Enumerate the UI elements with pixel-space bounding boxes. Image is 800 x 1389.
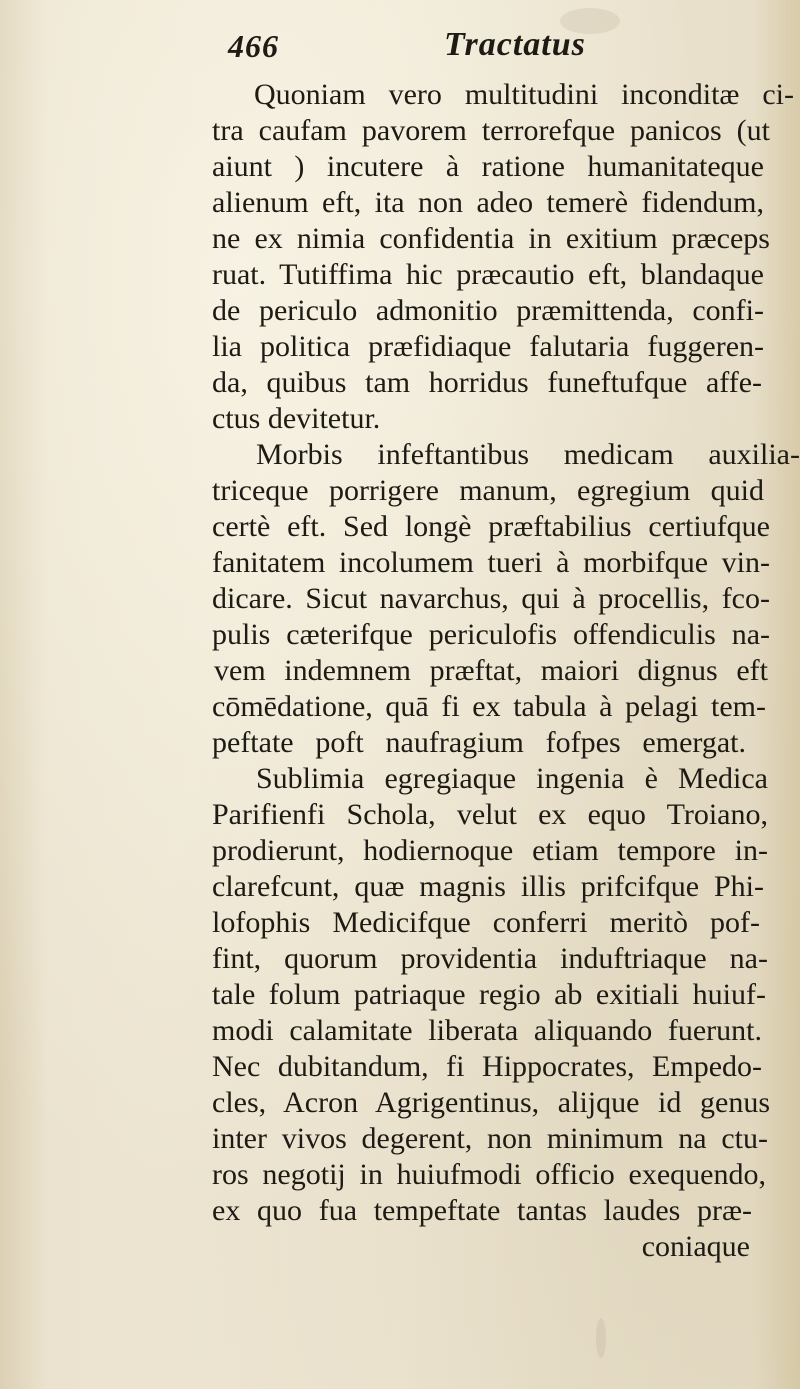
body-text [212,78,800,1278]
text-line: ex quo fua tempeftate tantas laudes præ- [212,1194,752,1227]
text-line: inter vivos degerent, non minimum na ctu- [212,1122,768,1155]
text-line: fint, quorum providentia induftriaque na- [212,942,768,975]
text-line: de periculo admonitio præmittenda, confi- [212,294,764,327]
text-line: clarefcunt, quæ magnis illis prifcifque Phi- [212,870,764,903]
text-line: lofophis Medicifque conferri meritò pof- [212,906,760,939]
text-line: ctus devitetur. [212,402,381,435]
text-line: triceque porrigere manum, egregium quid [212,474,764,507]
text-line: prodierunt, hodiernoque etiam tempore in- [212,834,768,867]
paper-stain [596,1318,606,1358]
text-line: Quoniam vero multitudini inconditæ ci- [254,78,794,111]
text-line: Nec dubitandum, fi Hippocrates, Empedo- [212,1050,762,1083]
text-line: ruat. Tutiffima hic præcautio eft, blandaque [212,258,764,291]
text-line: Sublimia egregiaque ingenia è Medica [256,762,768,795]
text-line: aiunt ) incutere à ratione humanitateque [212,150,764,183]
text-line: certè eft. Sed longè præftabilius certiufque [212,510,770,543]
text-line: ne ex nimia confidentia in exitium præceps [212,222,770,255]
text-line: dicare. Sicut navarchus, qui à procellis, fco- [212,582,770,615]
text-line: ros negotij in huiufmodi officio exequendo, [212,1158,766,1191]
text-line: Parifienfi Schola, velut ex equo Troiano, [212,798,768,831]
text-line: cles, Acron Agrigentinus, alijque id genus [212,1086,770,1119]
text-line: fanitatem incolumem tueri à morbifque vin- [212,546,770,579]
text-line: pulis cæterifque periculofis offendiculis na- [212,618,770,651]
text-line: Morbis infeftantibus medicam auxilia- [256,438,800,471]
running-head [0,22,800,72]
text-line: vem indemnem præftat, maiori dignus eft [214,654,768,687]
running-title: Tractatus [444,26,586,63]
text-line: cōmēdatione, quā fi ex tabula à pelagi tem- [212,690,766,723]
text-line: tra caufam pavorem terrorefque panicos (ut [212,114,770,147]
text-line: alienum eft, ita non adeo temerè fidendum, [212,186,764,219]
page-number: 466 [228,28,279,64]
text-line: peftate poft naufragium fofpes emergat. [212,726,746,759]
text-line: lia politica præfidiaque falutaria fuggeren- [212,330,764,363]
text-line: modi calamitate liberata aliquando fuerunt. [212,1014,762,1047]
text-line: tale folum patriaque regio ab exitiali huiuf- [212,978,766,1011]
catchword: coniaque [641,1230,750,1263]
text-line: da, quibus tam horridus funeftufque affe- [212,366,762,399]
